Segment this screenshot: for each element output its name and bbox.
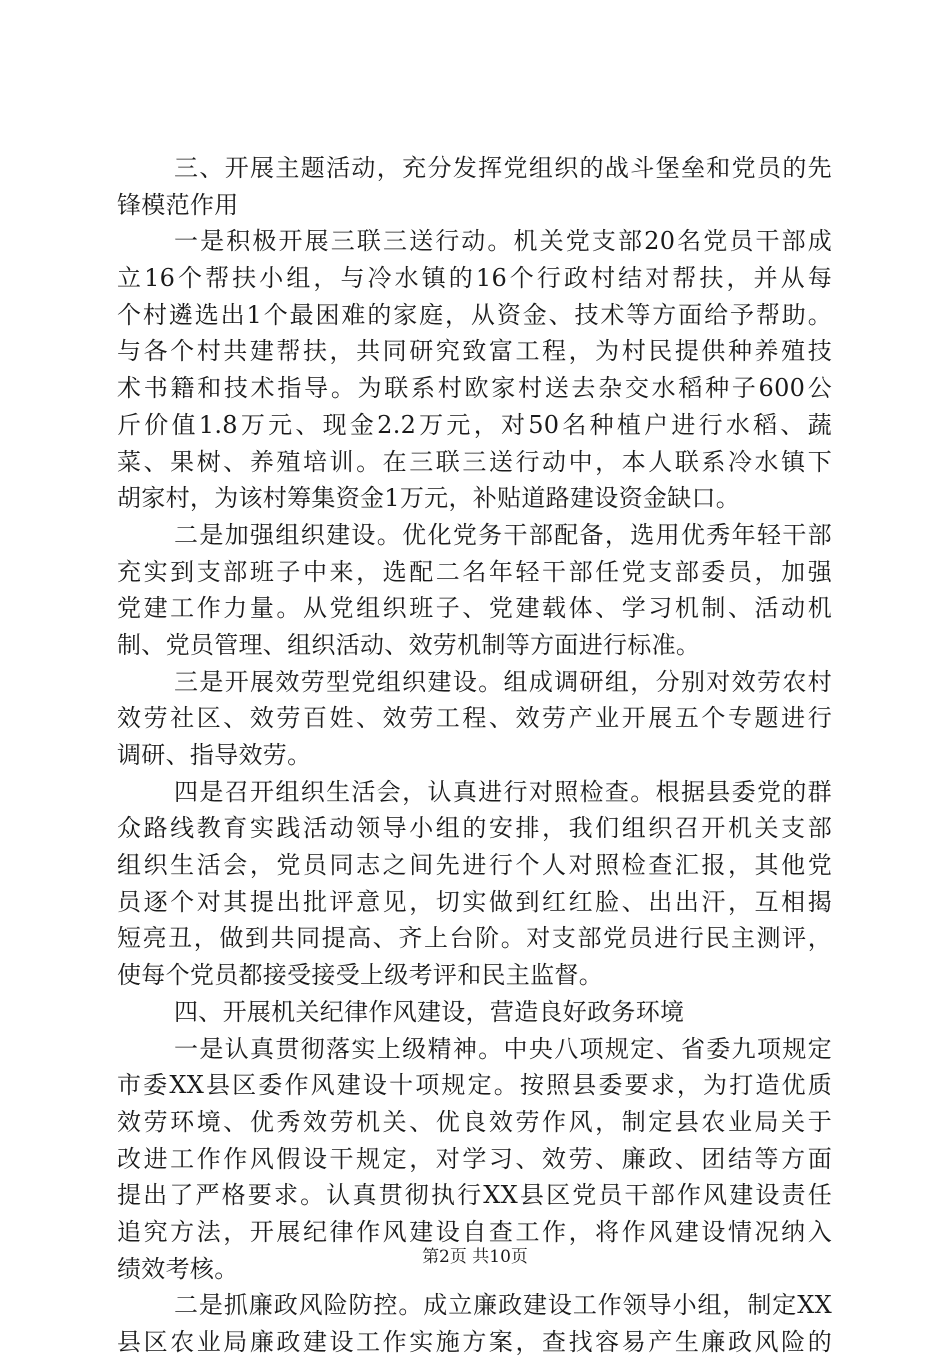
paragraph-start: 一是认真贯彻落实上级精神。中央八项规定、省委九项规定 — [174, 1034, 832, 1063]
text-line: 锋模范作用 — [117, 190, 239, 219]
text-line: 立16个帮扶小组，与冷水镇的16个行政村结对帮扶，并从每 — [117, 264, 832, 293]
text-line: 术书籍和技术指导。为联系村欧家村送去杂交水稻种子600公 — [117, 374, 832, 403]
text-line: 追究方法，开展纪律作风建设自查工作，将作风建设情况纳入 — [117, 1217, 832, 1246]
text-line: 胡家村，为该村筹集资金1万元，补贴道路建设资金缺口。 — [117, 484, 741, 513]
paragraph-start: 二是抓廉政风险防控。成立廉政建设工作领导小组，制定XX — [174, 1291, 832, 1320]
text-line: 绩效考核。 — [117, 1254, 239, 1283]
text-line: 调研、指导效劳。 — [117, 741, 312, 769]
text-line: 制、党员管理、组织活动、效劳机制等方面进行标准。 — [117, 630, 701, 659]
text-line: 效劳环境、优秀效劳机关、优良效劳作风，制定县农业局关于 — [117, 1107, 832, 1136]
text-line: 菜、果树、养殖培训。在三联三送行动中，本人联系冷水镇下 — [117, 447, 832, 476]
text-line: 短亮丑，做到共同提高、齐上台阶。对支部党员进行民主测评， — [117, 924, 832, 953]
text-line: 员逐个对其提出批评意见，切实做到红红脸、出出汗，互相揭 — [117, 887, 832, 916]
paragraph-start: 三是开展效劳型党组织建设。组成调研组，分别对效劳农村 — [174, 667, 832, 696]
paragraph-start: 二是加强组织建设。优化党务干部配备，选用优秀年轻干部 — [174, 520, 832, 549]
section-heading-three: 三、开展主题活动，充分发挥党组织的战斗堡垒和党员的先 — [174, 154, 832, 182]
text-line: 与各个村共建帮扶，共同研究致富工程，为村民提供种养殖技 — [117, 337, 832, 366]
text-line: 党建工作力量。从党组织班子、党建载体、学习机制、活动机 — [117, 594, 832, 623]
document-body — [117, 150, 832, 1361]
text-line: 组织生活会，党员同志之间先进行个人对照检查汇报，其他党 — [117, 851, 832, 880]
text-line: 效劳社区、效劳百姓、效劳工程、效劳产业开展五个专题进行 — [117, 704, 832, 733]
page-number-footer: 第2页 共10页 — [422, 1247, 528, 1267]
paragraph-start: 四是召开组织生活会，认真进行对照检查。根据县委党的群 — [174, 777, 832, 806]
text-line: 使每个党员都接受接受上级考评和民主监督。 — [117, 961, 603, 990]
text-line: 充实到支部班子中来，选配二名年轻干部任党支部委员，加强 — [117, 557, 832, 586]
text-line: 众路线教育实践活动领导小组的安排，我们组织召开机关支部 — [117, 814, 832, 843]
paragraph-start: 一是积极开展三联三送行动。机关党支部20名党员干部成 — [174, 227, 832, 256]
text-line: 个村遴选出1个最困难的家庭，从资金、技术等方面给予帮助。 — [117, 300, 832, 329]
section-heading-four: 四、开展机关纪律作风建设，营造良好政务环境 — [174, 997, 685, 1026]
text-line: 县区农业局廉政建设工作实施方案，查找容易产生廉政风险的 — [117, 1328, 832, 1356]
text-line: 改进工作作风假设干规定，对学习、效劳、廉政、团结等方面 — [117, 1144, 832, 1173]
text-line: 斤价值1.8万元、现金2.2万元，对50名种植户进行水稻、蔬 — [117, 410, 832, 439]
text-line: 提出了严格要求。认真贯彻执行XX县区党员干部作风建设责任 — [117, 1181, 832, 1210]
text-line: 市委XX县区委作风建设十项规定。按照县委要求，为打造优质 — [117, 1071, 832, 1100]
